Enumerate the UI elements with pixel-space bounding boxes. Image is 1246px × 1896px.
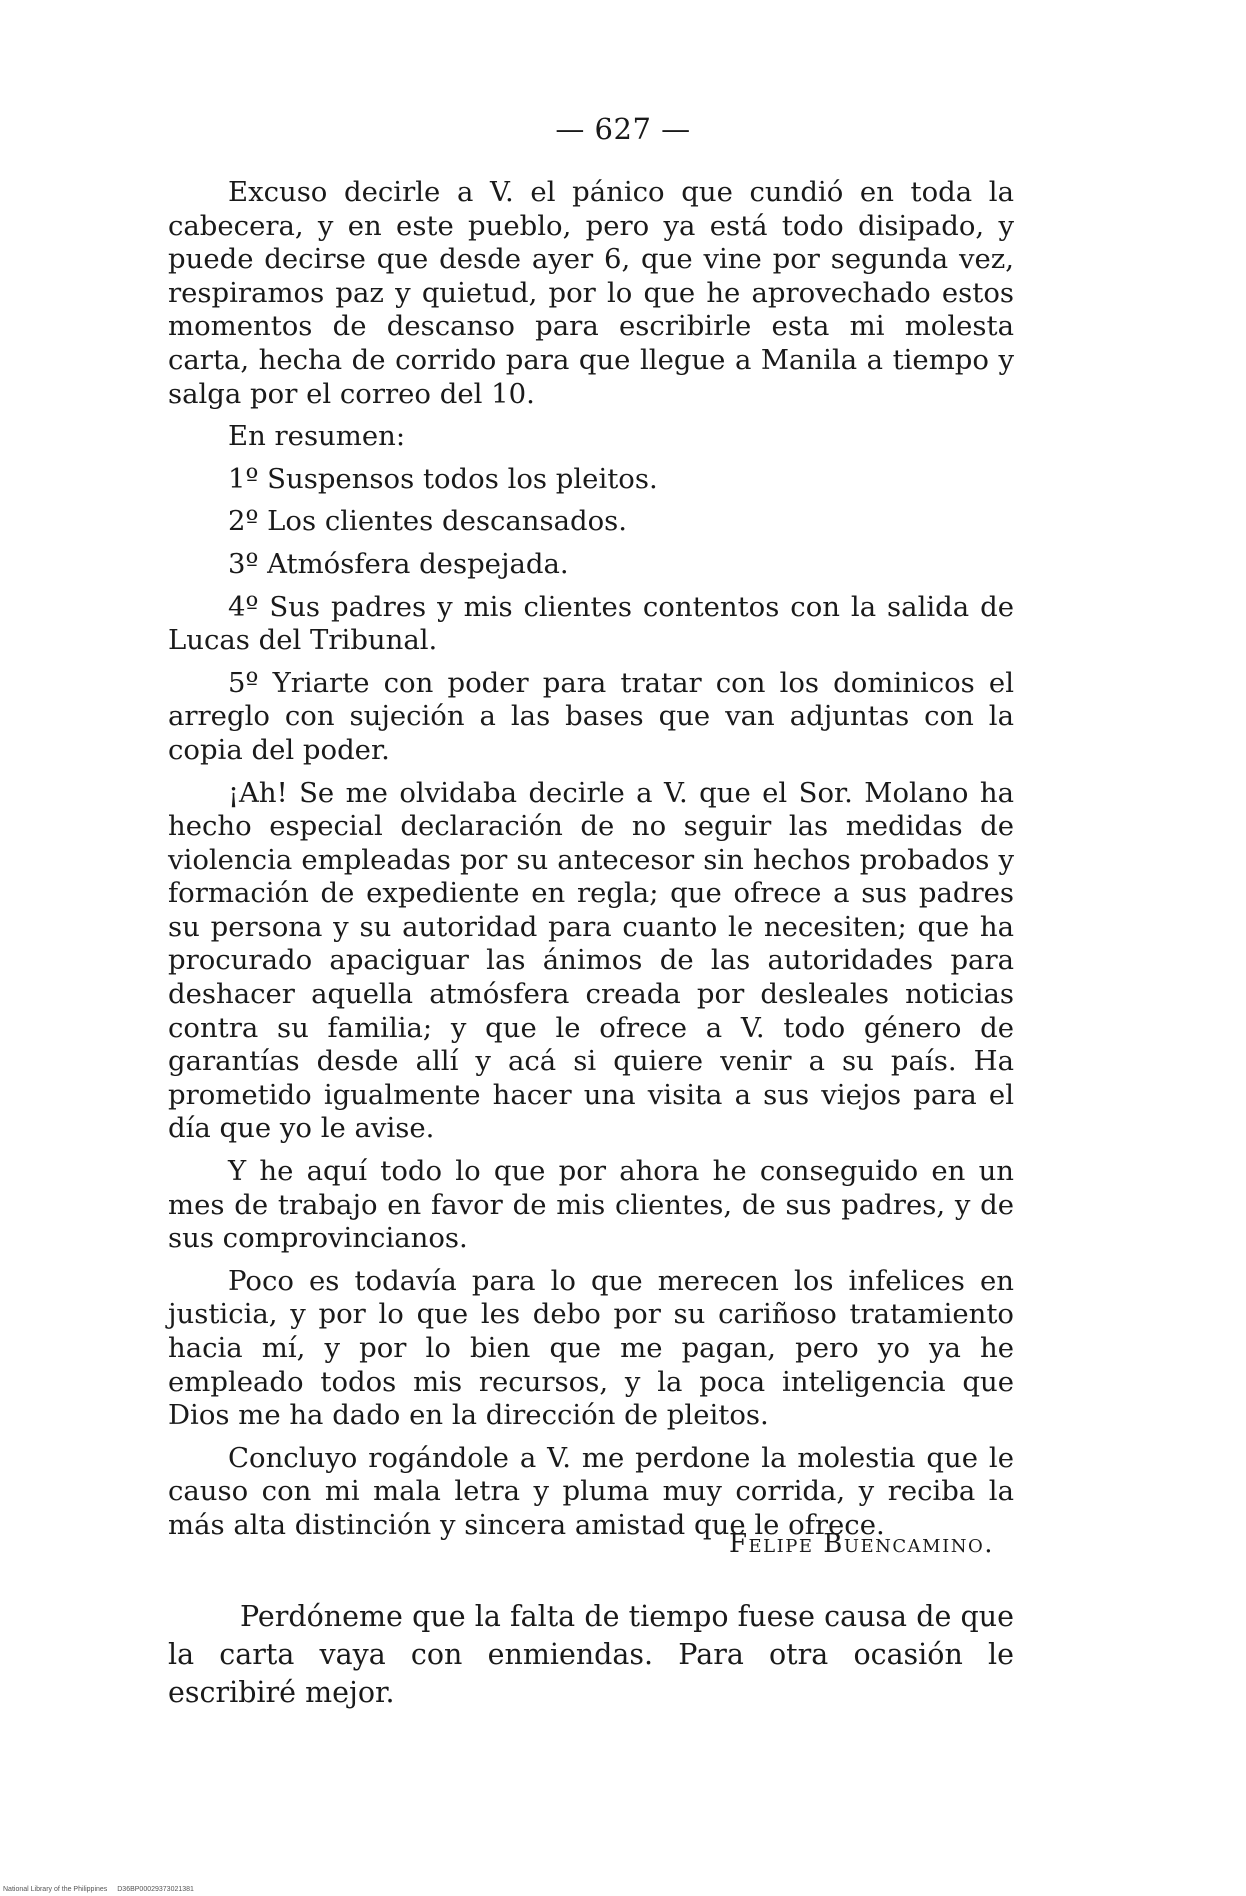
footer-credit bbox=[3, 1886, 194, 1893]
summary-item-5: 5º Yriarte con poder para tratar con los dominicos el arreglo con sujeción a las bases que van adjuntas con la copia del poder. bbox=[168, 666, 1014, 766]
paragraph-resources: Poco es todavía para lo que merecen los infelices en justicia, y por lo que les debo por su cariñoso tratamiento hacia mí, y por lo bien que me pagan, pero yo ya he empleado todos mis recursos, y la poca inteligencia que Dios me ha dado en la dirección de pleitos. bbox=[168, 1264, 1014, 1432]
footer-id: D36BP00029373021381 bbox=[117, 1886, 194, 1893]
paragraph-achievements: Y he aquí todo lo que por ahora he conseguido en un mes de trabajo en favor de mis clientes, de sus padres, y de sus comprovincianos. bbox=[168, 1155, 1014, 1255]
summary-item-4: 4º Sus padres y mis clientes contentos con la salida de Lucas del Tribunal. bbox=[168, 590, 1014, 657]
summary-heading: En resumen: bbox=[228, 420, 406, 453]
letter-body bbox=[168, 176, 1014, 1543]
postscript bbox=[168, 1598, 1014, 1712]
summary-item-3: 3º Atmósfera despejada. bbox=[228, 547, 569, 580]
signature: Felipe Buencamino. bbox=[728, 1529, 994, 1559]
summary-item-2: 2º Los clientes descansados. bbox=[228, 505, 628, 538]
paragraph-intro: Excuso decirle a V. el pánico que cundió en toda la cabecera, y en este pueblo, pero ya está todo disipado, y puede decirse que desde ayer 6, que vine por segunda vez, respiramos paz y quietud, por lo que he aprovechado estos momentos de descanso para escribirle esta mi molesta carta, hecha de corrido para que llegue a Manila a tiempo y salga por el correo del 10. bbox=[168, 176, 1014, 410]
postscript-text: Perdóneme que la falta de tiempo fuese causa de que la carta vaya con enmiendas. Para otra ocasión le escribiré mejor. bbox=[168, 1600, 1014, 1709]
summary-item-1: 1º Suspensos todos los pleitos. bbox=[228, 462, 658, 495]
footer-institution: National Library of the Philippines bbox=[3, 1886, 108, 1893]
paragraph-closing: Concluyo rogándole a V. me perdone la molestia que le causo con mi mala letra y pluma muy corrida, y reciba la más alta distinción y sincera amistad que le ofrece. bbox=[168, 1441, 1014, 1541]
paragraph-molano: ¡Ah! Se me olvidaba decirle a V. que el Sor. Molano ha hecho especial declaración de no seguir las medidas de violencia empleadas por su antecesor sin hechos probados y formación de expediente en regla; que ofrece a sus padres su persona y su autoridad para cuanto le necesiten; que ha procurado apaciguar las ánimos de las autoridades para deshacer aquella atmósfera creada por desleales noticias contra su familia; y que le ofrece a V. todo género de garantías desde allí y acá si quiere venir a su país. Ha prometido igualmente hacer una visita a sus viejos para el día que yo le avise. bbox=[168, 776, 1014, 1145]
page-number: — 627 — bbox=[555, 112, 691, 146]
